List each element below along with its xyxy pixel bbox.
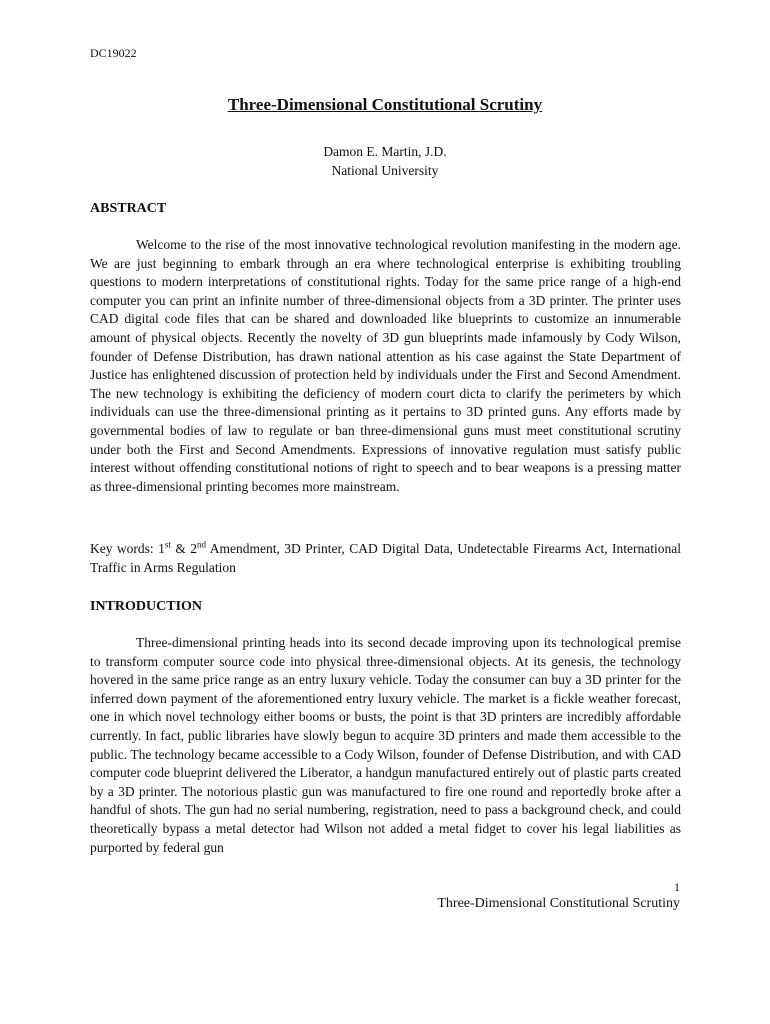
paper-title: Three-Dimensional Constitutional Scrutiny: [227, 95, 543, 114]
keywords-sup-nd: nd: [197, 539, 207, 550]
abstract-text: Welcome to the rise of the most innovative technological revolution manifesting in the modern age. We are just beginning to embark through an era where technological enterprise is exhibiting troubling questions to modern interpretations of constitutional rights. Today for the same price range of a high-end computer you can print an infinite number of three-dimensional objects from a 3D printer. The printer uses CAD digital code files that can be shared and downloaded like blueprints to customize an innumerable amount of physical objects. Recently the novelty of 3D gun blueprints made infamously by Cody Wilson, founder of Defense Distribution, has drawn national attention as his case against the State Department of Justice has enlightened discussion of protection held by individuals under the First and Second Amendment. The new technology is exhibiting the deficiency of modern court dicta to clarify the perimeters by which individuals can use the three-dimensional printing as it pertains to 3D printed guns. Any efforts made by governmental bodies of law to regulate or ban three-dimensional guns must meet constitutional scrutiny under both the First and Second Amendments. Expressions of innovative regulation must satisfy public interest without offending constitutional notions of right to speech and to bear weapons is a pressing matter as three-dimensional printing becomes more mainstream.: [90, 237, 681, 494]
keywords-amp: & 2: [170, 541, 198, 556]
author-affiliation: National University: [331, 163, 439, 178]
document-id: DC19022: [90, 46, 137, 60]
page-number: 1: [674, 880, 680, 894]
author-block: [0, 142, 770, 180]
keywords-prefix: Key words: 1: [90, 541, 165, 556]
keywords: [90, 540, 681, 577]
author-name: Damon E. Martin, J.D.: [323, 144, 447, 159]
introduction-text: Three-dimensional printing heads into its second decade improving upon its technological premise to transform computer source code into physical three-dimensional objects. At its genesis, the technology hovered in the same price range as an entry luxury vehicle. Today the consumer can buy a 3D printer for the inferred down payment of the aforementioned entry luxury vehicle. The market is a fickle weather forecast, one in which novel technology either booms or busts, the point is that 3D printers are incredibly affordable currently. In fact, public libraries have slowly begun to acquire 3D printers and made them accessible to the public. The technology became accessible to a Cody Wilson, founder of Defense Distribution, and with CAD computer code blueprint delivered the Liberator, a handgun manufactured entirely out of plastic parts created by a 3D printer. The notorious plastic gun was manufactured to fire one round and reportedly broke after a handful of shots. The gun had no serial numbering, registration, need to pass a background check, and could theoretically bypass a metal detector had Wilson not added a metal fidget to cover his legal liabilities as purported by federal gun: [90, 635, 681, 855]
introduction-heading: INTRODUCTION: [90, 599, 203, 614]
abstract-heading: ABSTRACT: [90, 201, 167, 216]
keywords-rest: Amendment, 3D Printer, CAD Digital Data, Undetectable Firearms Act, International Traffic in Arms Regulation: [90, 541, 681, 575]
running-title: Three-Dimensional Constitutional Scrutiny: [437, 896, 680, 911]
keywords-sup-st: st: [164, 539, 171, 550]
